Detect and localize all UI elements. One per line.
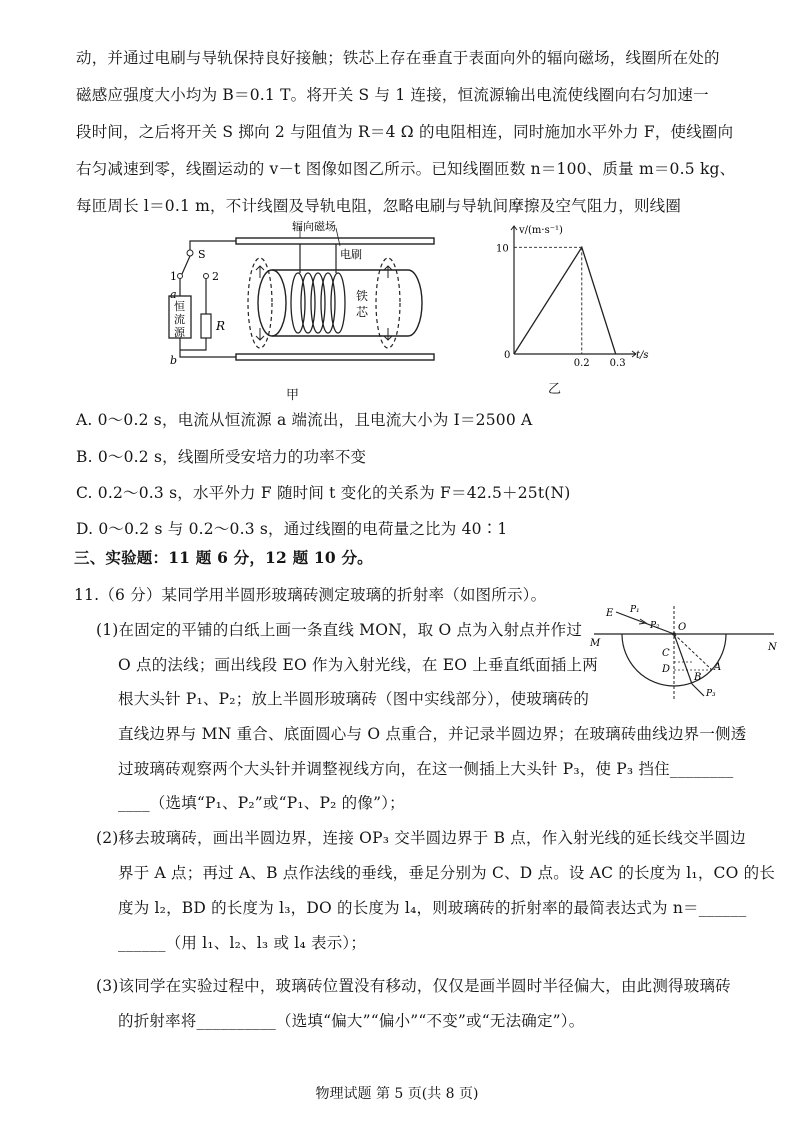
- vt-series-line: [514, 247, 616, 354]
- q11-p1-line-3: 根大头针 P₁、P₂；放上半圆形玻璃砖（图中实线部分），使玻璃砖的: [118, 690, 590, 708]
- switch-label: S: [198, 248, 206, 261]
- iron-core: [272, 270, 422, 336]
- magnet-label: 辐向磁场: [292, 220, 336, 233]
- caption-jia: 甲: [286, 388, 300, 403]
- q11-stem: 11.（6 分）某同学用半圆形玻璃砖测定玻璃的折射率（如图所示）。: [74, 586, 547, 604]
- option-d: D. 0～0.2 s 与 0.2～0.3 s，通过线圈的电荷量之比为 40∶1: [76, 520, 508, 538]
- terminal-1: 1: [170, 270, 177, 283]
- glass-label-P1: P₁: [630, 605, 640, 615]
- coil: [291, 273, 345, 333]
- q11-p2-line-3: 度为 l₂，BD 的长度为 l₃，DO 的长度为 l₄，则玻璃砖的折射率的最简表达式为 n＝______: [118, 899, 747, 917]
- x-tick-label-1: 0.3: [609, 358, 626, 369]
- q11-p2-line-1: (2)移去玻璃砖，画出半圆边界，连接 OP₃ 交半圆边界于 B 点，作入射光线的延长线交半圆边: [96, 829, 746, 847]
- q11-p1-line-6: ____（选填“P₁、P₂”或“P₁、P₂ 的像”）；: [118, 794, 405, 812]
- terminal-b: b: [170, 354, 178, 367]
- glass-label-M: M: [590, 638, 601, 649]
- option-b: B. 0～0.2 s，线圈所受安培力的功率不变: [76, 448, 367, 466]
- x-tick-label-0: 0.2: [573, 358, 590, 369]
- glass-label-O: O: [678, 622, 687, 633]
- brush-label: 电刷: [340, 248, 362, 261]
- q11-p1-line-4: 直线边界与 MN 重合、底面圆心与 O 点重合，并记录半圆边界；在玻璃砖曲线边界一侧透: [118, 725, 747, 743]
- source-char-1: 恒: [174, 300, 185, 313]
- page-footer: 物理试题 第 5 页(共 8 页): [315, 1086, 479, 1102]
- section-3-heading: 三、实验题：11 题 6 分，12 题 10 分。: [74, 548, 373, 567]
- terminal-2: 2: [212, 270, 219, 283]
- glass-label-P3: P₃: [706, 689, 716, 699]
- resistor: [201, 314, 211, 338]
- intro-line-4: 右匀减速到零，线圈运动的 v－t 图像如图乙所示。已知线圈匝数 n＝100、质量 m＝0.5 kg、: [76, 160, 736, 178]
- source-char-3: 源: [174, 326, 185, 339]
- caption-yi: 乙: [548, 382, 562, 397]
- q11-p1-line-1: (1)在固定的平铺的白纸上画一条直线 MON，取 O 点为入射点并作过: [96, 621, 583, 639]
- exit-ray: [692, 684, 704, 696]
- chart-y-label: v/(m·s⁻¹): [519, 225, 563, 236]
- option-a: A. 0～0.2 s，电流从恒流源 a 端流出，且电流大小为 I＝2500 A: [76, 411, 533, 429]
- bottom-rail: [236, 354, 434, 360]
- intro-line-2: 磁感应强度大小均为 B＝0.1 T。将开关 S 与 1 连接，恒流源输出电流使线圈向右匀加速一: [76, 86, 709, 104]
- resistor-label: R: [216, 319, 226, 333]
- incident-extension: [674, 634, 712, 670]
- q11-p1-line-2: O 点的法线；画出线段 EO 作为入射光线，在 EO 上垂直纸面插上两: [118, 656, 598, 674]
- glass-label-B: B: [694, 672, 702, 683]
- chart-x-label: t/s: [636, 350, 649, 361]
- q11-p3-line-2: 的折射率将__________（选填“偏大”“偏小”“不变”或“无法确定”）。: [118, 1012, 585, 1030]
- core-label-2: 芯: [356, 305, 369, 319]
- vt-chart: [486, 220, 656, 370]
- intro-line-5: 每匝周长 l＝0.1 m，不计线圈及导轨电阻，忽略电刷与导轨间摩擦及空气阻力，则线圈: [76, 197, 682, 215]
- glass-label-D: D: [662, 664, 671, 675]
- core-label-1: 铁: [356, 289, 369, 303]
- q11-p2-line-2: 界于 A 点；再过 A、B 点作法线的垂线，垂足分别为 C、D 点。设 AC 的长度为 l₁，CO 的长: [118, 864, 776, 882]
- figure-glass-block: [588, 604, 782, 706]
- glass-label-A: A: [714, 662, 722, 673]
- refracted-ray: [674, 634, 692, 684]
- glass-label-E: E: [606, 608, 614, 619]
- top-rail: [236, 238, 434, 244]
- q11-p1-line-5: 过玻璃砖观察两个大头针并调整视线方向，在这一侧插上大头针 P₃，使 P₃ 挡住________: [118, 760, 734, 778]
- q11-p2-line-4: ______（用 l₁、l₂、l₃ 或 l₄ 表示）；: [118, 934, 367, 952]
- glass-label-N: N: [768, 642, 777, 653]
- q11-p3-line-1: (3)该同学在实验过程中，玻璃砖位置没有移动，仅仅是画半圆时半径偏大，由此测得玻璃砖: [96, 977, 731, 995]
- glass-label-P2: P₂: [650, 621, 660, 631]
- source-char-2: 流: [174, 313, 185, 326]
- option-c: C. 0.2～0.3 s，水平外力 F 随时间 t 变化的关系为 F＝42.5＋25t(N): [76, 484, 571, 502]
- glass-label-C: C: [662, 648, 670, 659]
- intro-line-1: 动，并通过电刷与导轨保持良好接触；铁芯上存在垂直于表面向外的辐向磁场，线圈所在处的: [76, 49, 720, 67]
- intro-line-3: 段时间，之后将开关 S 掷向 2 与阻值为 R＝4 Ω 的电阻相连，同时施加水平外力 F，使线圈向: [76, 123, 734, 141]
- figure-apparatus: [160, 218, 450, 388]
- chart-origin-label: 0: [504, 350, 511, 361]
- terminal-a: a: [170, 288, 177, 301]
- y-tick-label: 10: [496, 243, 509, 255]
